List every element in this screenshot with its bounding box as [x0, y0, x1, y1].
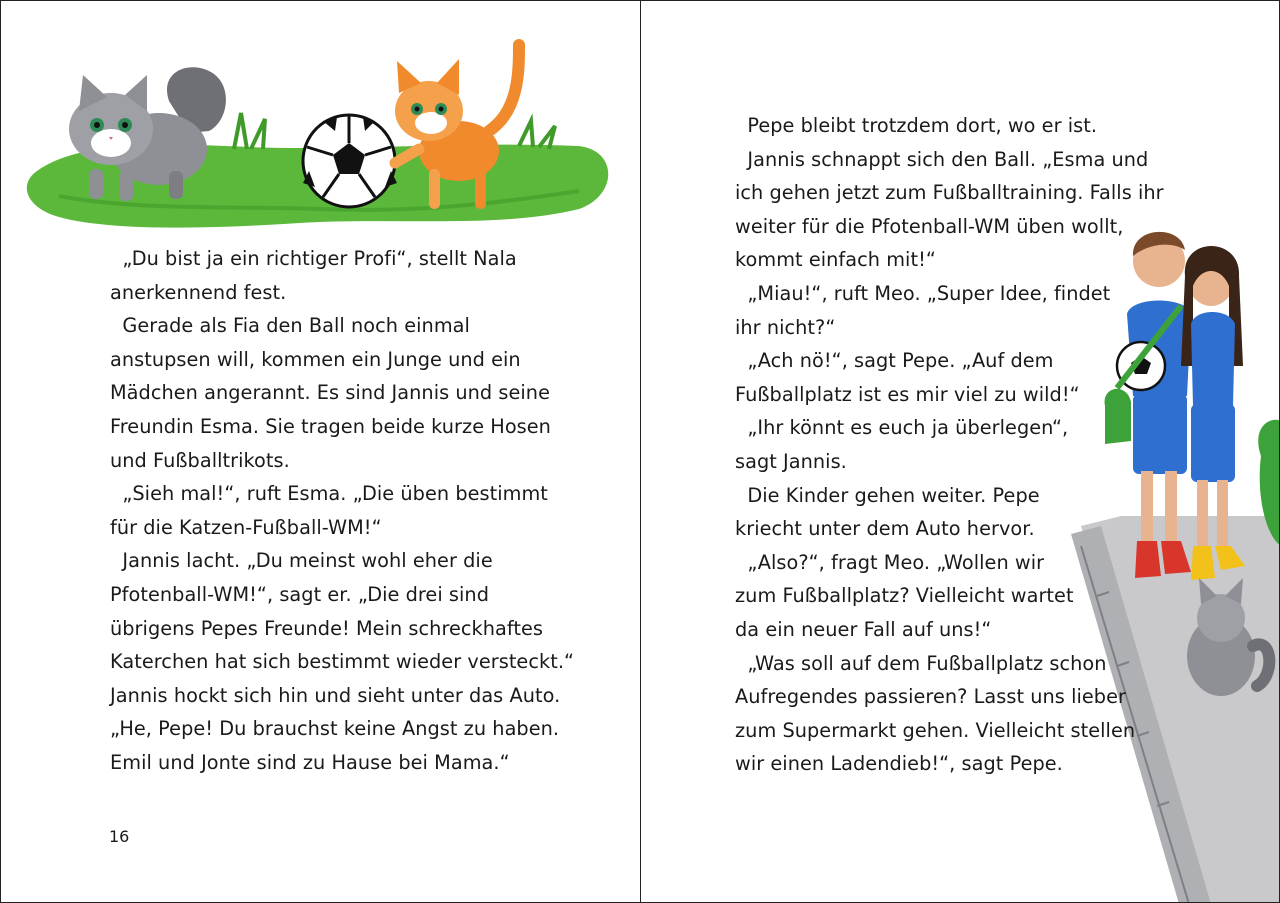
right-page [640, 0, 1280, 903]
text-line: da ein neuer Fall auf uns!“ [735, 617, 992, 641]
text-line: Mädchen angerannt. Es sind Jannis und seine [110, 381, 550, 405]
text-line: zum Supermarkt gehen. Vielleicht stellen [735, 718, 1136, 742]
text-line: Pfotenball-WM!“, sagt er. „Die drei sind [110, 582, 489, 606]
text-line: Jannis hockt sich hin und sieht unter das Auto. [110, 683, 561, 707]
text-line: Pepe bleibt trotzdem dort, wo er ist. [735, 114, 1098, 137]
text-line: weiter für die Pfotenball-WM üben wollt, [735, 214, 1124, 238]
text-line: wir einen Ladendieb!“, sagt Pepe. [735, 752, 1063, 776]
text-line: kriecht unter dem Auto hervor. [735, 517, 1035, 541]
text-line: Jannis lacht. „Du meinst wohl eher die [110, 549, 493, 573]
text-line: Gerade als Fia den Ball noch einmal [110, 314, 470, 338]
text-line: anstupsen will, kommen ein Junge und ein [110, 347, 521, 371]
text-line: „Ihr könnt es euch ja überlegen“, [735, 416, 1069, 440]
text-line: „Sieh mal!“, ruft Esma. „Die üben bestimmt [110, 482, 548, 506]
text-line: Fußballplatz ist es mir viel zu wild!“ [735, 382, 1080, 406]
text-line: anerkennend fest. [110, 280, 287, 304]
text-line: „Ach nö!“, sagt Pepe. „Auf dem [735, 349, 1054, 373]
page-number: 16 [109, 827, 130, 846]
text-line: Aufregendes passieren? Lasst uns lieber [735, 685, 1126, 709]
text-line: ich gehen jetzt zum Fußballtraining. Falls ihr [735, 181, 1164, 205]
text-line: „Du bist ja ein richtiger Profi“, stellt Nala [110, 247, 517, 270]
text-line: „Was soll auf dem Fußballplatz schon [735, 651, 1107, 675]
text-line: Katerchen hat sich bestimmt wieder versteckt.“ [110, 650, 575, 674]
text-line: „Also?“, fragt Meo. „Wollen wir [735, 550, 1045, 574]
text-line: kommt einfach mit!“ [735, 248, 936, 272]
soccer-ball [303, 115, 397, 207]
text-line: Jannis schnappt sich den Ball. „Esma und [735, 147, 1149, 171]
text-line: ihr nicht?“ [735, 315, 836, 339]
text-line: Die Kinder gehen weiter. Pepe [735, 483, 1040, 507]
text-line: und Fußballtrikots. [110, 448, 290, 472]
text-line: Emil und Jonte sind zu Hause bei Mama.“ [110, 750, 510, 774]
text-line: „He, Pepe! Du brauchst keine Angst zu haben. [110, 717, 560, 741]
text-line: für die Katzen-Fußball-WM!“ [110, 515, 382, 539]
left-page-text [110, 242, 574, 780]
text-line: zum Fußballplatz? Vielleicht wartet [735, 584, 1074, 608]
text-line: sagt Jannis. [735, 449, 847, 473]
text-line: „Miau!“, ruft Meo. „Super Idee, findet [735, 281, 1111, 305]
text-line: Freundin Esma. Sie tragen beide kurze Hosen [110, 414, 551, 438]
right-page-text [735, 109, 1164, 781]
text-line: übrigens Pepes Freunde! Mein schreckhaftes [110, 616, 544, 640]
